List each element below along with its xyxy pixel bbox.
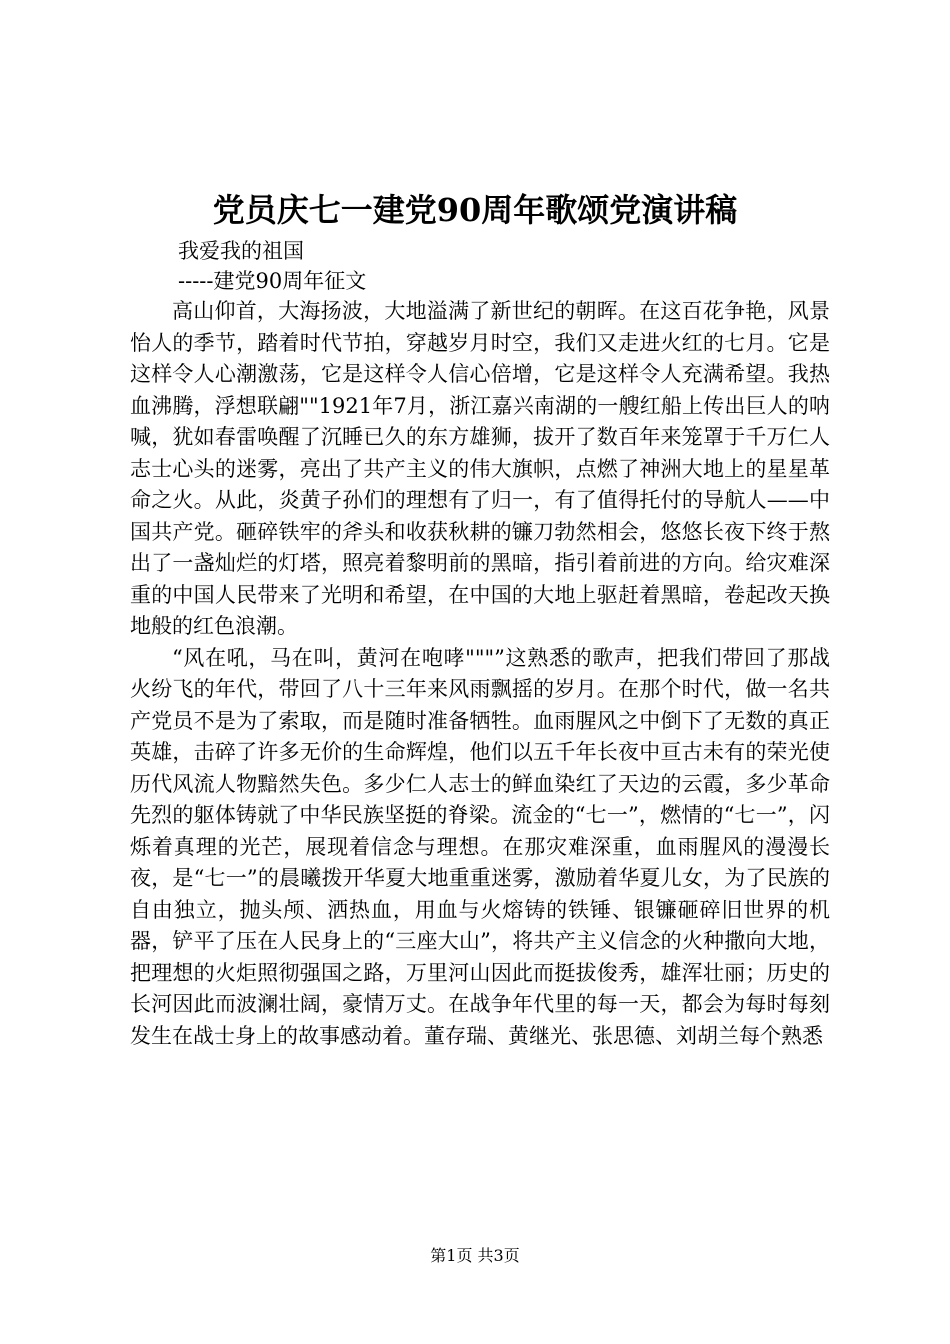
paragraph-2: “风在吼，马在叫，黄河在咆哮"""”这熟悉的歌声，把我们带回了那战火纷飞的年代，带回了八十三年来风雨飘摇的岁月。在那个时代，做一名共产党员不是为了索取，而是随时准备牺牲。血雨腥风之中倒下了无数的真正英雄，击碎了许多无价的生命辉煌，他们以五千年长夜中亘古未有的荣光使历代风流人物黯然失色。多少仁人志士的鲜血染红了天边的云霞，多少革命先烈的躯体铸就了中华民族坚挺的脊梁。流金的“七一”，燃情的“七一”，闪烁着真理的光芒，展现着信念与理想。在那灾难深重，血雨腥风的漫漫长夜，是“七一”的晨曦拨开华夏大地重重迷雾，激励着华夏儿女，为了民族的自由独立，抛头颅、洒热血，用血与火熔铸的铁锤、银镰砸碎旧世界的机器，铲平了压在人民身上的“三座大山”，将共产主义信念的火种撒向大地，把理想的火炬照彻强国之路，万里河山因此而挺拔俊秀，雄浑壮丽；历史的长河因此而波澜壮阔，豪情万丈。在战争年代里的每一天，都会为每时每刻发生在战士身上的故事感动着。董存瑞、黄继光、张思德、刘胡兰每个熟悉 bbox=[130, 645, 830, 1048]
page-footer: 第1页 共3页 bbox=[430, 1246, 520, 1265]
subtitle-line-2: -----建党90周年征文 bbox=[178, 269, 367, 293]
subtitle-line-1: 我爱我的祖国 bbox=[178, 239, 304, 263]
body-text bbox=[130, 296, 830, 1052]
paragraph-1: 高山仰首，大海扬波，大地溢满了新世纪的朝晖。在这百花争艳，风景怡人的季节，踏着时代节拍，穿越岁月时空，我们又走进火红的七月。它是这样令人心潮激荡，它是这样令人信心倍增，它是这样令人充满希望。我热血沸腾，浮想联翩""1921年7月，浙江嘉兴南湖的一艘红船上传出巨人的呐喊，犹如春雷唤醒了沉睡已久的东方雄狮，拔开了数百年来笼罩于千万仁人志士心头的迷雾，亮出了共产主义的伟大旗帜，点燃了神洲大地上的星星革命之火。从此，炎黄子孙们的理想有了归一，有了值得托付的导航人——中国共产党。砸碎铁牢的斧头和收获秋耕的镰刀勃然相会，悠悠长夜下终于熬出了一盏灿烂的灯塔，照亮着黎明前的黑暗，指引着前进的方向。给灾难深重的中国人民带来了光明和希望，在中国的大地上驱赶着黑暗，卷起改天换地般的红色浪潮。 bbox=[130, 299, 830, 638]
document-title: 党员庆七一建党90周年歌颂党演讲稿 bbox=[212, 191, 738, 229]
